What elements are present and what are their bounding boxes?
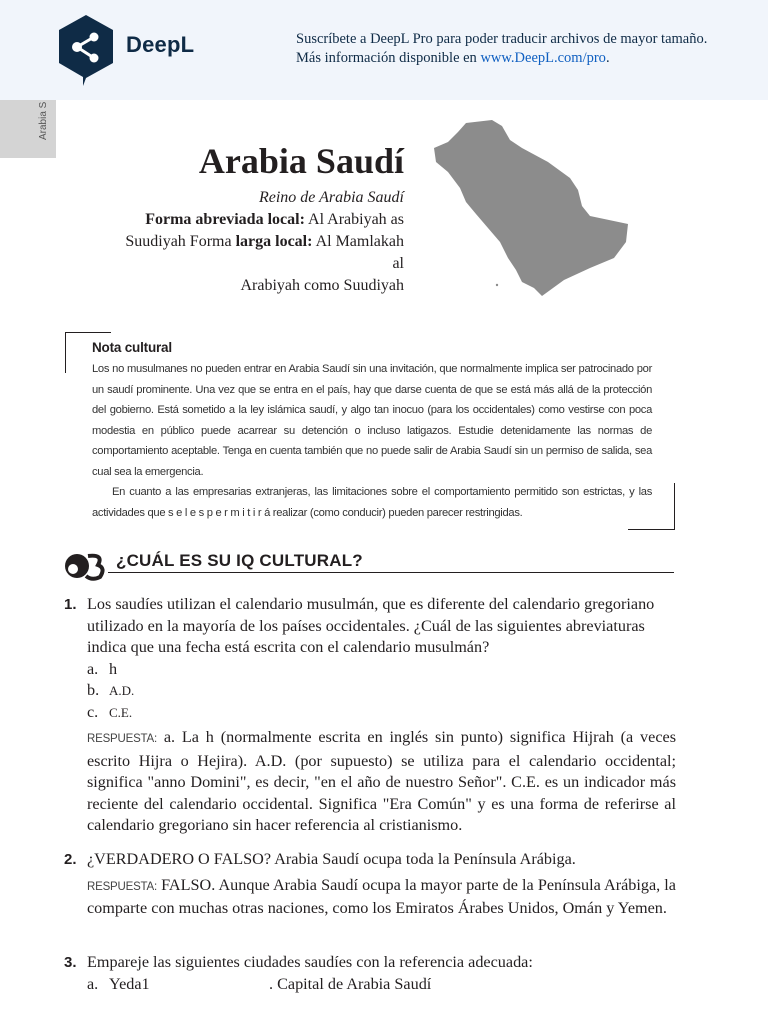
promo-line-2-suffix: . <box>605 50 610 66</box>
long-form-prefix: Suudiyah Forma <box>125 233 236 250</box>
section-title: ¿CUÁL ES SU IQ CULTURAL? <box>116 551 363 570</box>
question-2-text: ¿VERDADERO O FALSO? Arabia Saudí ocupa toda la Península Arábiga. <box>87 850 576 868</box>
question-1-answer <box>87 727 676 837</box>
option-text: h <box>109 659 118 678</box>
deepl-pro-link[interactable]: www.DeepL.com/pro <box>480 50 606 66</box>
question-1-text: Los saudíes utilizan el calendario musulmán, que es diferente del calendario gregoriano utilizado en la mayoría de los países occidentales. ¿Cuál de las siguientes abreviaturas indica que una fecha está escrita con el calendario musulmán? <box>87 595 655 656</box>
option-reference: . Capital de Arabia Saudí <box>269 974 432 993</box>
long-form-line <box>104 231 404 253</box>
option-city: Yeda1 <box>109 974 150 993</box>
deepl-brand-name[interactable]: DeepL <box>126 32 195 57</box>
cultural-note-heading: Nota cultural <box>92 340 172 355</box>
promo-line-1: Suscríbete a DeepL Pro para poder traducir archivos de mayor tamaño. <box>296 31 708 47</box>
question-1-option-c <box>87 702 676 724</box>
deepl-banner <box>0 0 768 100</box>
question-1-number: 1. <box>64 596 77 613</box>
option-letter: c. <box>87 702 99 721</box>
promo-line-2-prefix: Más información disponible en <box>296 50 481 66</box>
page-title: Arabia Saudí <box>198 141 404 181</box>
deepl-logo-icon[interactable] <box>56 13 116 87</box>
question-1-option-b <box>87 680 676 702</box>
short-form-label: Forma abreviada local: <box>145 211 305 228</box>
long-form-label: larga local: <box>235 233 313 250</box>
cultural-iq-icon <box>64 550 106 582</box>
question-1 <box>64 594 676 837</box>
option-text: A.D. <box>109 683 135 698</box>
long-form-line-4: al <box>392 255 404 272</box>
answer-label: RESPUESTA: <box>87 880 157 893</box>
question-1-option-a <box>87 659 676 681</box>
option-letter: a. <box>87 974 99 993</box>
question-2 <box>64 849 676 920</box>
answer-text: FALSO. Aunque Arabia Saudí ocupa la mayor parte de la Península Arábiga, la comparte con muchas otras naciones, como los Emiratos Árabes Unidos, Omán y Yemen. <box>87 875 676 917</box>
country-names <box>104 187 404 297</box>
section-rule <box>108 572 674 573</box>
option-letter: a. <box>87 659 99 678</box>
side-tab-label: Arabia S <box>38 101 49 140</box>
promo-line-2 <box>296 49 707 68</box>
short-form-value: Al Arabiyah as <box>304 211 404 228</box>
cultural-note-paragraph-1: Los no musulmanes no pueden entrar en Arabia Saudí sin una invitación, que normalmente implica ser patrocinado por un saudí prominente. Una vez que se entra en el país, hay que darse cuenta de que se está más allá de la protección del gobierno. Está sometido a la ley islámica saudí, y algo tan inocuo (para los occidentales) como vestirse con poca modestia en público puede acarrear su detención o incluso latigazos. Estudie detenidamente las normas de comportamiento aceptable. Tenga en cuenta también que no puede salir de Arabia Saudí sin un permiso de salida, sea cual sea la emergencia. <box>92 363 652 478</box>
official-name: Reino de Arabia Saudí <box>258 189 404 206</box>
question-3 <box>64 952 676 995</box>
answer-label: RESPUESTA: <box>87 733 157 745</box>
cultural-note <box>92 340 652 523</box>
question-2-answer <box>87 875 676 920</box>
question-2-number: 2. <box>64 851 77 868</box>
question-3-option-a <box>87 974 676 996</box>
saudi-arabia-map-icon <box>430 118 635 300</box>
question-3-number: 3. <box>64 954 77 971</box>
promo-text <box>296 30 707 68</box>
short-form-line <box>104 209 404 231</box>
cultural-note-paragraph-2: En cuanto a las empresarias extranjeras, las limitaciones sobre el comportamiento permitido son estrictas, y las actividades que s e l e s p e r m i t i r á realizar (como conducir) pueden parecer restringidas. <box>92 486 652 519</box>
question-3-text: Empareje las siguientes ciudades saudíes con la referencia adecuada: <box>87 953 533 971</box>
option-text: C.E. <box>109 704 133 720</box>
answer-text: a. La h (normalmente escrita en inglés sin punto) significa Hijrah (a veces escrito Hijra o Hejira). A.D. (por supuesto) se utiliza para el calendario occidental; significa "anno Domini", es decir, "en el año de nuestro Señor". C.E. es un indicador más reciente del calendario occidental. Significa "Era Común" y es una forma de referirse al calendario gregoriano sin hacer referencia al cristianismo. <box>87 728 676 834</box>
long-form-line-5: Arabiyah como Suudiyah <box>240 277 404 294</box>
long-form-value: Al Mamlakah <box>312 233 404 250</box>
option-letter: b. <box>87 681 100 699</box>
